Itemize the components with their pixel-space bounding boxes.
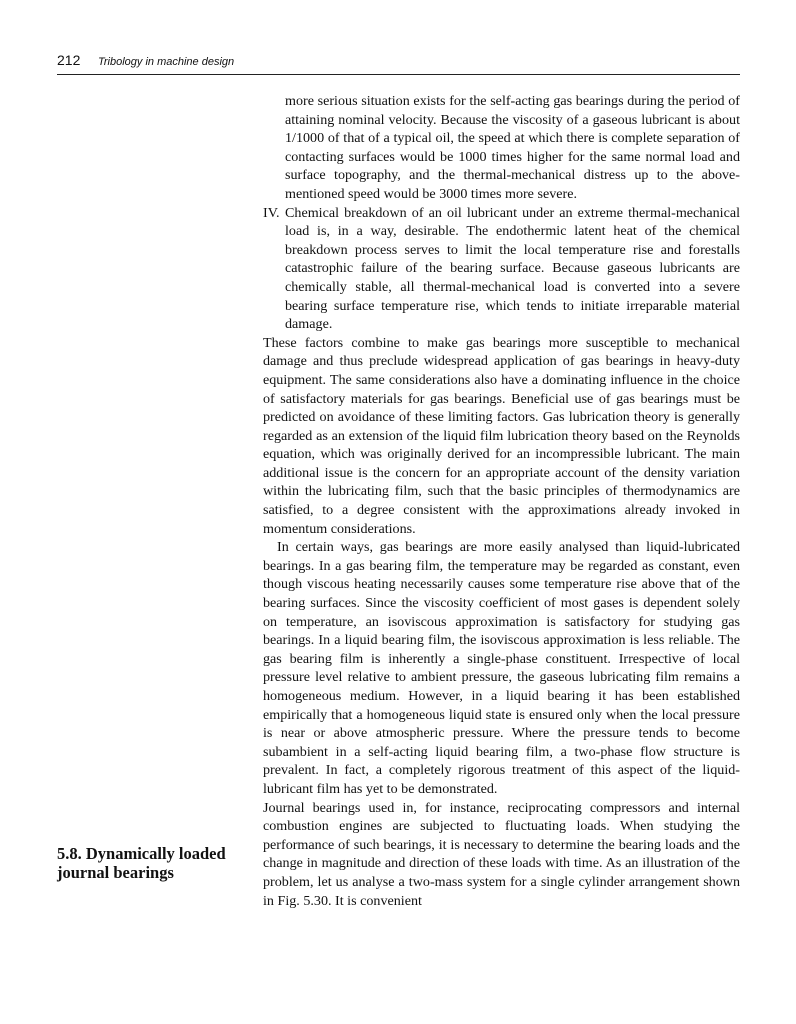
list-item bbox=[263, 204, 740, 334]
paragraph: These factors combine to make gas bearings more susceptible to mechanical damage and thus preclude widespread application of gas bearings in heavy-duty equipment. The same considerations also have a dominating influence in the choice of satisfactory materials for gas bearings. Beneficial use of gas bearings must be predicted on avoidance of these limiting factors. Gas lubrication theory is generally regarded as an extension of the liquid film lubrication theory based on the Reynolds equation, which was originally derived for an incompressible lubricant. The main additional issue is the concern for an appropriate account of the density variation within the lubricating film, such that the basic principles of thermodynamics are satisfied, to a degree consistent with the approximations already invoked in momentum considerations. bbox=[263, 334, 740, 537]
paragraph: Journal bearings used in, for instance, reciprocating compressors and internal combustion engines are subjected to fluctuating loads. When studying the performance of such bearings, it is necessary to determine the bearing loads and the change in magnitude and direction of these loads with time. As an illustration of the problem, let us analyse a two-mass system for a single cylinder arrangement shown in Fig. 5.30. It is convenient bbox=[263, 799, 740, 909]
list-item-marker: IV. bbox=[263, 204, 280, 221]
section-heading: 5.8. Dynamically loaded journal bearings bbox=[57, 844, 226, 882]
header-rule bbox=[57, 74, 740, 75]
running-title: Tribology in machine design bbox=[97, 56, 235, 68]
list-item-text: Chemical breakdown of an oil lubricant under an extreme thermal-mechanical load is, in a way, desirable. The endothermic latent heat of the chemical breakdown process serves to limit the local temperature rise and forestalls catastrophic failure of the bearing surface. Because gaseous lubricants are chemically stable, all thermal-mechanical load is converted into a severe bearing surface temperature rise, which tends to initiate irreparable material damage. bbox=[285, 204, 740, 333]
page-number: 212 bbox=[57, 52, 81, 68]
running-header bbox=[57, 52, 740, 70]
body-text bbox=[263, 92, 740, 910]
paragraph: In certain ways, gas bearings are more easily analysed than liquid-lubricated bearings. In a gas bearing film, the temperature may be regarded as constant, even though viscous heating necessarily causes some temperature rise above that of the bearing surfaces. Since the viscosity coefficient of most gases is dependent solely on temperature, an isoviscous approximation is satisfactory for studying gas bearings. In a liquid bearing film, the isoviscous approximation is less reliable. The gas bearing film is inherently a single-phase constituent. Irrespective of local pressure level relative to ambient pressure, the gaseous lubricating film remains a homogeneous medium. However, in a liquid bearing it has been established empirically that a homogeneous liquid state is ensured only when the local pressure is near or above atmospheric pressure. Where the pressure tends to become subambient in a self-acting liquid bearing film, a two-phase flow structure is prevalent. In fact, a completely rigorous treatment of this aspect of the liquid-lubricant film has yet to be demonstrated. bbox=[263, 539, 740, 797]
list-item-continuation bbox=[285, 92, 740, 204]
list-item-text: more serious situation exists for the self-acting gas bearings during the period of attaining nominal velocity. Because the viscosity of a gaseous lubricant is about 1/1000 of that of a typical oil, the speed at which there is complete separation of contacting surfaces would be 1000 times higher for the same normal load and surface topography, and the thermal-mechanical distress up to the above-mentioned speed would be 3000 times more severe. bbox=[285, 93, 740, 202]
